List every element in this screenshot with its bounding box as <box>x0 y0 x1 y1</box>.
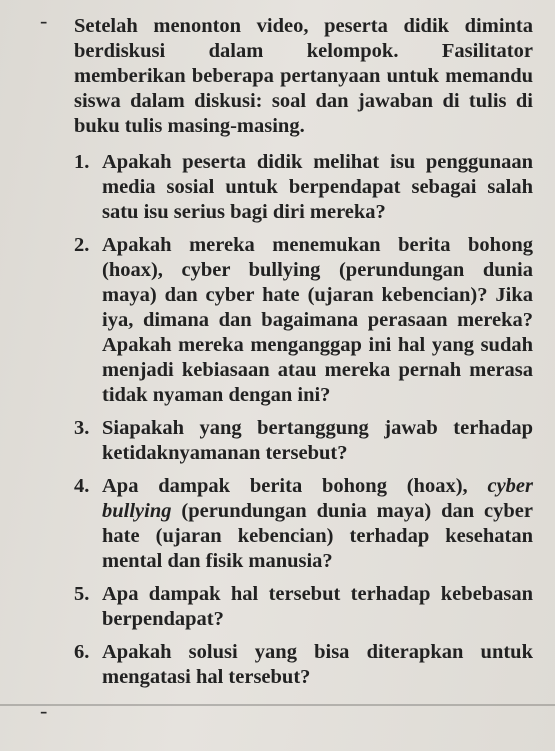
question-item <box>74 416 533 466</box>
question-number: 6. <box>74 641 90 663</box>
question-text: Apa dampak hal tersebut terhadap kebebasan berpendapat? <box>102 583 533 630</box>
question-number: 4. <box>74 475 90 497</box>
question-item <box>74 474 533 574</box>
question-text: Apakah peserta didik melihat isu penggunaan media sosial untuk berpendapat sebagai salah satu isu serius bagi diri mereka? <box>102 151 533 223</box>
question-text <box>102 475 533 572</box>
question-text: Apakah solusi yang bisa diterapkan untuk mengatasi hal tersebut? <box>102 641 533 688</box>
question-number: 3. <box>74 417 90 439</box>
question-number: 2. <box>74 234 90 256</box>
question-text: Siapakah yang bertanggung jawab terhadap ketidaknyamanan tersebut? <box>102 417 533 464</box>
question-text: Apakah mereka menemukan berita bohong (hoax), cyber bullying (perundungan dunia maya) dan cyber hate (ujaran kebencian)? Jika iya, dimana dan bagaimana perasaan mereka? Apakah mereka menganggap ini hal yang sudah menjadi kebiasaan atau mereka pernah merasa tidak nyaman dengan ini? <box>102 234 533 406</box>
question-item <box>74 233 533 408</box>
question-number: 1. <box>74 151 90 173</box>
question-number: 5. <box>74 583 90 605</box>
question-text-part: Apa dampak berita bohong (hoax), <box>102 475 488 497</box>
question-text-italic: cyber bullying <box>102 475 533 522</box>
question-item <box>74 150 533 225</box>
intro-paragraph: Setelah menonton video, peserta didik diminta berdiskusi dalam kelompok. Fasilitator memberikan beberapa pertanyaan untuk memandu siswa dalam diskusi: soal dan jawaban di tulis di buku tulis masing-masing. <box>74 15 533 137</box>
question-text-part: (perundungan dunia maya) dan cyber hate (ujaran kebencian) terhadap kesehatan mental dan fisik manusia? <box>102 500 533 572</box>
page-divider-line <box>0 704 555 706</box>
margin-dash-bottom: - <box>40 698 48 723</box>
question-item <box>74 582 533 632</box>
question-list <box>74 150 533 690</box>
question-item <box>74 640 533 690</box>
margin-dash-top: - <box>40 8 48 33</box>
